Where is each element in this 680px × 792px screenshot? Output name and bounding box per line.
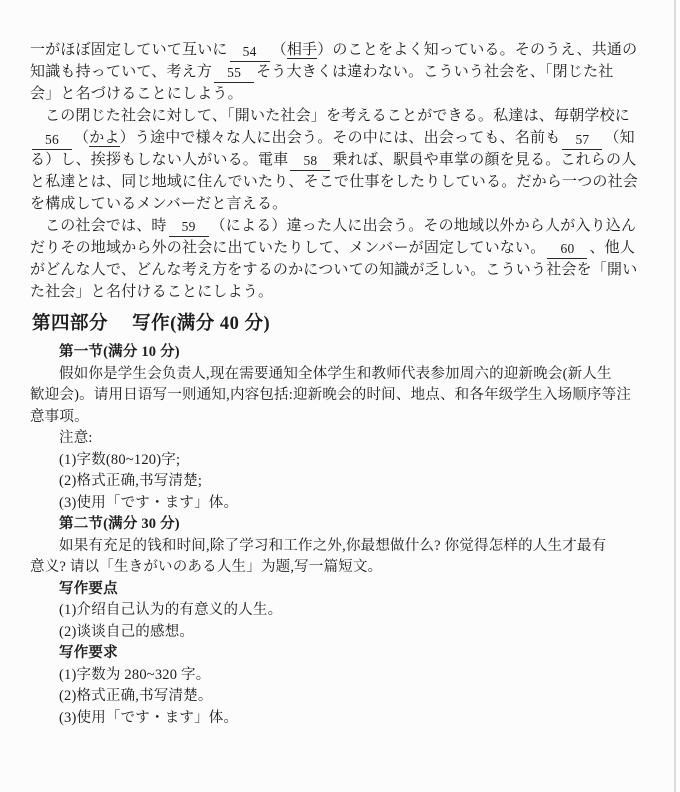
part4-heading: 第四部分 写作(满分 40 分)	[32, 314, 271, 334]
underlined-hint: 相手	[286, 42, 318, 58]
notice-item: (1)字数(80~120)字;	[59, 451, 181, 468]
section2-paragraph: 如果有充足的钱和时间,除了学习和工作之外,你最想做什么? 你觉得怎样的人生才最有	[59, 537, 607, 554]
passage-line: この社会では、時 59 （による）違った人に出会う。その地域以外から人が入り込ん	[30, 215, 656, 237]
passage-line: がどんな人で、どんな考え方をするのかについての知識が乏しい。こういう社会を「開い	[30, 262, 638, 278]
passage-line: 56 （かよ）う途中で様々な人に出会う。その中には、出会っても、名前も 57 （知	[30, 127, 656, 149]
writing-requirements-label: 写作要求	[59, 645, 118, 661]
writing-point-item: (2)谈谈自己的感想。	[59, 623, 195, 640]
scan-edge-shadow	[674, 0, 676, 792]
blank-60: 60	[547, 239, 587, 259]
notice-label: 注意:	[59, 430, 93, 446]
section1-title: 第一节(满分 10 分)	[59, 344, 180, 360]
blank-57: 57	[562, 130, 602, 150]
writing-requirement-item: (1)字数为 280~320 字。	[59, 666, 211, 683]
section1-paragraph: 假如你是学生会负责人,现在需要通知全体学生和教师代表参加周六的迎新晚会(新人生	[59, 365, 612, 382]
notice-item: (3)使用「です・ます」体。	[59, 494, 239, 511]
blank-54: 54	[230, 42, 270, 62]
underlined-hint: かよ	[89, 130, 120, 146]
writing-requirement-item: (3)使用「です・ます」体。	[59, 709, 239, 726]
section2-paragraph: 意义? 请以「生きがいのある人生」为题,写一篇短文。	[30, 559, 383, 575]
passage-line: この閉じた社会に対して、「開いた社会」を考えることができる。私達は、毎朝学校に	[45, 108, 631, 124]
passage-line: 知識も持っていて、考え方 55 そう大きくは違わない。こういう社会を、「閉じた社	[30, 61, 656, 83]
passage-line: 一がほぼ固定していて互いに 54 （相手）のことをよく知っている。そのうえ、共通の	[30, 39, 656, 61]
passage-line: 会」と名づけることにしよう。	[30, 86, 243, 102]
passage-line: を構成しているメンバーだと言える。	[30, 196, 288, 212]
section1-paragraph: 意事项。	[30, 408, 89, 425]
blank-56: 56	[32, 130, 72, 150]
section2-title: 第二节(满分 30 分)	[59, 516, 180, 532]
writing-requirement-item: (2)格式正确,书写清楚。	[59, 688, 213, 704]
part4-body	[30, 342, 656, 729]
writing-point-item: (1)介绍自己认为的有意义的人生。	[59, 602, 283, 618]
notice-item: (2)格式正确,书写清楚;	[59, 473, 203, 489]
blank-58: 58	[290, 151, 330, 171]
section1-paragraph: 歓迎会)。请用日语写一则通知,内容包括:迎新晚会的时间、地点、和各年级学生入场顺序等注	[30, 387, 632, 403]
passage-line: だりその地域から外の社会に出ていたりして、メンバーが固定していない。 60 、他人	[30, 237, 656, 259]
blank-59: 59	[169, 217, 209, 237]
writing-points-label: 写作要点	[59, 580, 118, 597]
passage-line: た社会」と名付けることにしよう。	[30, 284, 274, 300]
passage-line: と私達とは、同じ地域に住んでいたり、そこで仕事をしたりしている。だから一つの社会	[30, 174, 639, 190]
passage-line: る）し、挨拶もしない人がいる。電車 58 乗れば、駅員や車掌の顔を見る。これらの人	[30, 149, 656, 171]
blank-55: 55	[214, 63, 254, 83]
